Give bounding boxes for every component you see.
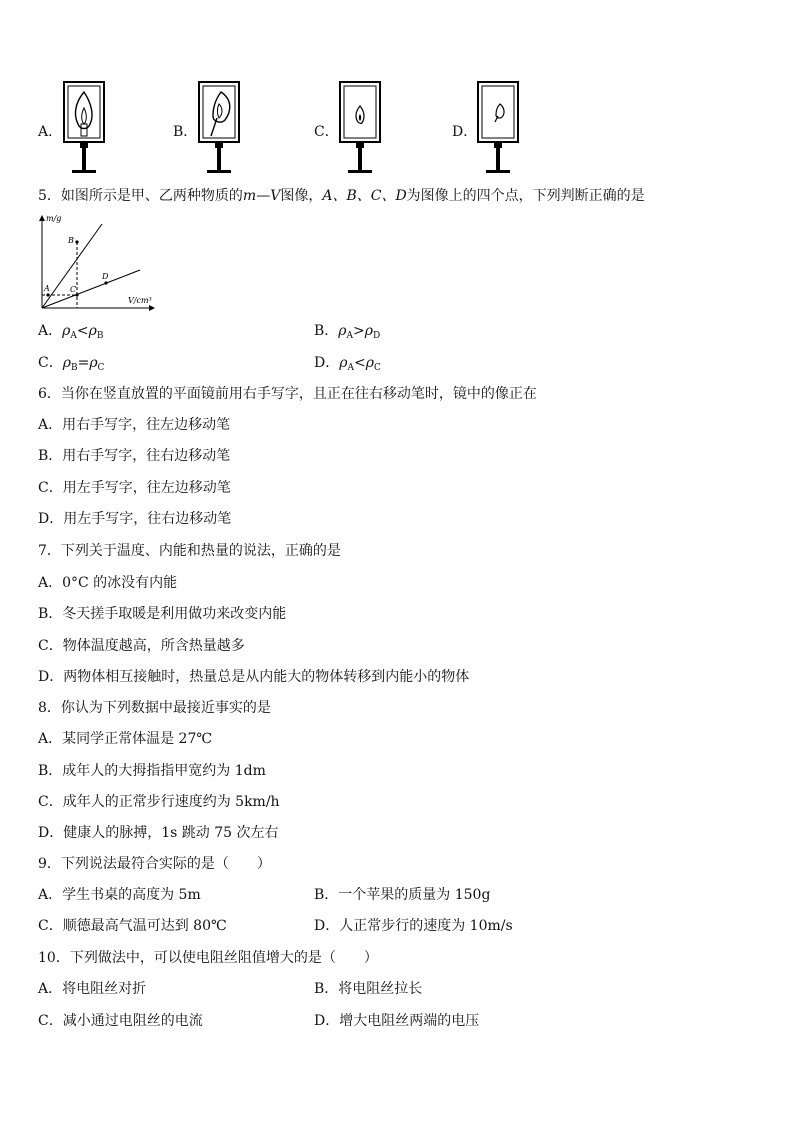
q4-option-c xyxy=(314,78,424,178)
q10-stem: 10．下列做法中，可以使电阻丝阻值增大的是（ ） xyxy=(38,950,378,966)
rho-symbol: ρ xyxy=(364,323,373,339)
option-label: D． xyxy=(314,355,340,371)
q7-option-c[interactable]: C．物体温度越高，所含热量越多 xyxy=(38,638,245,654)
q4-option-d-label: D． xyxy=(452,124,478,140)
rho-symbol: ρ xyxy=(88,323,97,339)
option-label: A． xyxy=(38,323,63,339)
q9-option-d[interactable]: D．人正常步行的速度为 10m/s xyxy=(314,918,513,934)
rho-symbol: ρ xyxy=(365,355,374,371)
q9-option-c[interactable]: C．顺德最高气温可达到 80℃ xyxy=(38,918,227,934)
rho-subscript: B xyxy=(70,363,78,373)
q6-option-a[interactable]: A．用右手写字，往左边移动笔 xyxy=(38,417,231,433)
q5-stem-v: V xyxy=(270,188,281,204)
q4-option-d xyxy=(452,78,562,178)
candle-flame-small-mirrored-icon xyxy=(474,78,522,178)
rho-symbol: ρ xyxy=(339,355,348,371)
q4-option-a-label: A． xyxy=(38,124,63,140)
option-label: B． xyxy=(314,323,339,339)
q8-option-c[interactable]: C．成年人的正常步行速度约为 5km/h xyxy=(38,794,280,810)
q10-option-b[interactable]: B．将电阻丝拉长 xyxy=(314,981,423,997)
rho-subscript: D xyxy=(373,331,381,341)
graph-x-axis-label: V/cm³ xyxy=(128,296,152,305)
rho-subscript: C xyxy=(373,363,381,373)
q5-stem-m: m xyxy=(242,188,257,204)
q6-option-d[interactable]: D．用左手写字，往右边移动笔 xyxy=(38,511,232,527)
graph-point-b xyxy=(75,240,78,243)
rho-subscript: B xyxy=(96,331,104,341)
comparison-operator: > xyxy=(353,323,365,339)
q10-option-c[interactable]: C．减小通过电阻丝的电流 xyxy=(38,1013,203,1029)
q5-m-v-graph xyxy=(30,212,160,317)
graph-point-a xyxy=(46,293,49,296)
option-label: C． xyxy=(38,355,63,371)
rho-subscript: A xyxy=(70,331,77,341)
q7-option-d[interactable]: D．两物体相互接触时，热量总是从内能大的物体转移到内能小的物体 xyxy=(38,669,470,685)
q4-option-b-label: B． xyxy=(173,124,198,140)
q8-option-b[interactable]: B．成年人的大拇指指甲宽约为 1dm xyxy=(38,763,266,779)
q8-stem: 8．你认为下列数据中最接近事实的是 xyxy=(38,700,271,716)
q5-stem-part: 如图所示是甲、乙两种物质的 xyxy=(60,188,243,204)
q10-option-d[interactable]: D．增大电阻丝两端的电压 xyxy=(314,1013,480,1029)
q4-option-a xyxy=(38,78,148,178)
q9-option-a[interactable]: A．学生书桌的高度为 5m xyxy=(38,887,201,903)
graph-label-a: A xyxy=(44,284,50,293)
graph-point-d xyxy=(104,281,107,284)
q5-option-a[interactable] xyxy=(38,322,103,345)
rho-subscript: A xyxy=(347,363,354,373)
q5-stem-part: 图像， xyxy=(280,188,323,204)
q4-option-c-label: C． xyxy=(314,124,339,140)
q10-option-a[interactable]: A．将电阻丝对折 xyxy=(38,981,147,997)
q5-option-b[interactable] xyxy=(314,322,380,345)
q4-option-images xyxy=(0,78,794,178)
q5-option-c[interactable] xyxy=(38,354,104,377)
q9-option-b[interactable]: B．一个苹果的质量为 150g xyxy=(314,887,491,903)
q5-stem-part: 为图像上的四个点，下列判断正确的是 xyxy=(406,188,645,204)
q9-stem: 9．下列说法最符合实际的是（ ） xyxy=(38,856,271,872)
candle-flame-large-icon xyxy=(60,78,108,178)
rho-subscript: A xyxy=(346,331,354,341)
rho-symbol: ρ xyxy=(62,323,71,339)
rho-symbol: ρ xyxy=(338,323,347,339)
graph-label-c: C xyxy=(70,285,77,294)
q6-stem: 6．当你在竖直放置的平面镜前用右手写字，且正在往右移动笔时，镜中的像正在 xyxy=(38,386,537,402)
q7-stem: 7．下列关于温度、内能和热量的说法，正确的是 xyxy=(38,543,341,559)
candle-flame-small-icon xyxy=(336,78,384,178)
comparison-operator: < xyxy=(76,323,89,339)
rho-subscript: C xyxy=(97,363,105,373)
graph-y-axis-label: m/g xyxy=(46,214,62,223)
graph-line-yi xyxy=(42,270,140,308)
graph-label-b: B xyxy=(68,236,74,245)
q7-option-a[interactable]: A．0°C 的冰没有内能 xyxy=(38,575,178,591)
q5-number: 5． xyxy=(38,188,61,204)
q5-stem-dash: — xyxy=(256,188,271,204)
rho-symbol: ρ xyxy=(62,355,71,371)
q8-option-a[interactable]: A．某同学正常体温是 27℃ xyxy=(38,731,213,747)
comparison-operator: = xyxy=(77,355,90,371)
q5-stem-points: A、B、C、D xyxy=(322,188,407,204)
q6-option-b[interactable]: B．用右手写字，往右边移动笔 xyxy=(38,448,231,464)
q6-option-c[interactable]: C．用左手写字，往左边移动笔 xyxy=(38,480,231,496)
q5-stem xyxy=(38,187,645,205)
graph-label-d: D xyxy=(102,272,109,281)
q4-option-b xyxy=(173,78,283,178)
rho-symbol: ρ xyxy=(89,355,98,371)
q8-option-d[interactable]: D．健康人的脉搏，1s 跳动 75 次左右 xyxy=(38,825,279,841)
candle-flame-large-mirrored-icon xyxy=(195,78,243,178)
q7-option-b[interactable]: B．冬天搓手取暖是利用做功来改变内能 xyxy=(38,606,287,622)
q5-option-d[interactable] xyxy=(314,354,381,377)
comparison-operator: < xyxy=(353,355,366,371)
